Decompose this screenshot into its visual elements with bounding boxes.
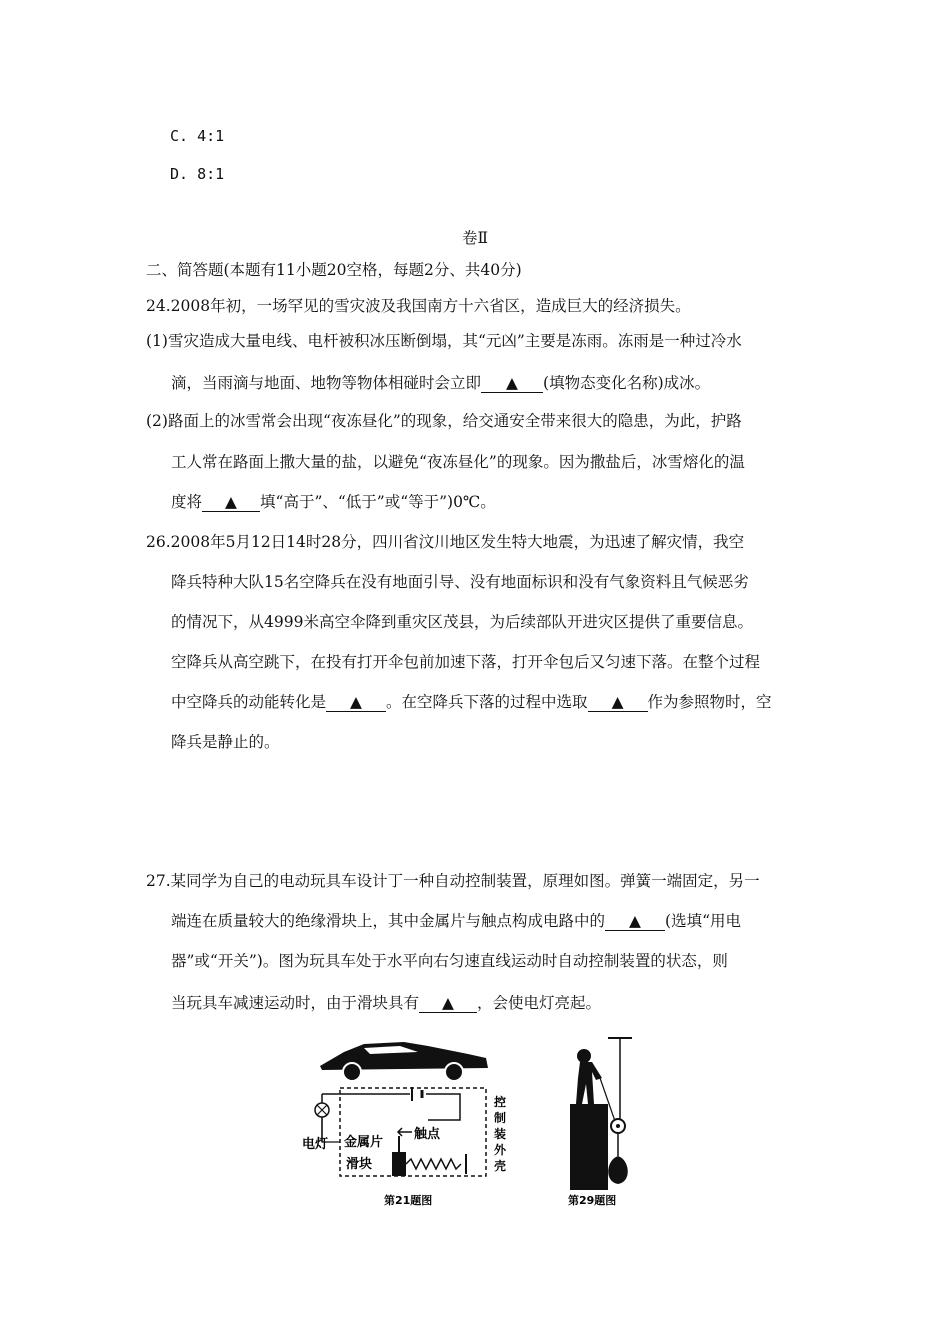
q27-line1: 27.某同学为自己的电动玩具车设计丁一种自动控制装置，原理如图。弹簧一端固定，另一 [146, 872, 760, 890]
q24-part2-text-b: 填“高于”、“低于”或“等于”)0℃。 [260, 493, 496, 511]
q24-stem: 24.2008年初，一场罕见的雪灾波及我国南方十六省区，造成巨大的经济损失。 [146, 297, 691, 315]
contact-label: 触点 [414, 1127, 441, 1142]
q27-line4 [171, 993, 601, 1013]
q27-answer-blank-2[interactable]: ▲ [419, 994, 477, 1013]
car-wheel-front [343, 1063, 361, 1081]
q26-answer-blank-2[interactable]: ▲ [588, 693, 648, 712]
q26-text-c: 作为参照物时，空 [647, 693, 772, 711]
box-label-3: 装 [494, 1127, 507, 1141]
q26-line5 [171, 692, 772, 712]
figure-29-pulley-diagram [560, 1032, 650, 1210]
option-d: D. 8:1 [170, 165, 225, 183]
q24-part1-line1: (1)雪灾造成大量电线、电杆被积冰压断倒塌，其“元凶”主要是冻雨。冻雨是一种过冷水 [146, 332, 742, 350]
person-head-icon [577, 1049, 591, 1063]
slider-label: 滑块 [346, 1157, 373, 1172]
weight-icon [608, 1156, 628, 1184]
q24-part1-text-b: (填物态变化名称)成冰。 [543, 374, 711, 392]
person-body-icon [576, 1062, 602, 1104]
q26-line2: 降兵特种大队15名空降兵在没有地面引导、没有地面标识和没有气象资料且气候恶劣 [171, 573, 749, 591]
q27-text-a: 端连在质量较大的绝缘滑块上，其中金属片与触点构成电路中的 [171, 912, 606, 930]
q26-line6: 降兵是静止的。 [171, 733, 280, 751]
lamp-label: 电灯 [302, 1137, 329, 1152]
q24-answer-blank-1[interactable]: ▲ [481, 374, 543, 393]
figure-21-car-control-diagram [300, 1032, 520, 1210]
q24-part2-line3 [171, 492, 496, 512]
spring-icon [406, 1159, 461, 1169]
q24-part2-text-a: 度将 [171, 493, 203, 511]
q27-text-a2: 当玩具车减速运动时，由于滑块具有 [171, 994, 420, 1012]
section-heading: 二、简答题(本题有11小题20空格，每题2分、共40分) [146, 261, 522, 279]
section-title: 卷Ⅱ [461, 229, 489, 247]
q24-answer-blank-2[interactable]: ▲ [202, 493, 260, 512]
q26-line4: 空降兵从高空跳下，在投有打开伞包前加速下落，打开伞包后又匀速下落。在整个过程 [171, 653, 761, 671]
box-label-4: 外 [494, 1143, 507, 1157]
q27-text-b2: ，会使电灯亮起。 [477, 994, 602, 1012]
q24-part2-line1: (2)路面上的冰雪常会出现“夜冻昼化”的现象，给交通安全带来很大的隐患，为此，护路 [146, 412, 742, 430]
box-label-2: 制 [494, 1111, 507, 1125]
q27-line3: 器”或“开关”)。图为玩具车处于水平向右匀速直线运动时自动控制装置的状态，则 [171, 952, 728, 970]
q26-text-b: 。在空降兵下落的过程中选取 [386, 693, 588, 711]
q24-part1-line2 [171, 373, 710, 393]
metal-label: 金属片 [344, 1135, 384, 1150]
q26-line3: 的情况下，从4999米高空伞降到重灾区茂县，为后续部队开进灾区提供了重要信息。 [171, 613, 753, 631]
option-c: C. 4:1 [170, 127, 225, 145]
q24-part1-text-a: 滴，当雨滴与地面、地物等物体相碰时会立即 [171, 374, 482, 392]
q27-line2 [171, 911, 741, 931]
q24-part2-line2: 工人常在路面上撒大量的盐，以避免“夜冻昼化”的现象。因为撒盐后，冰雪熔化的温 [171, 453, 745, 471]
q26-line1: 26.2008年5月12日14时28分，四川省汶川地区发生特大地震，为迅速了解灾情，我空 [146, 533, 745, 551]
car-wheel-rear [445, 1063, 463, 1081]
box-label-5: 壳 [494, 1159, 507, 1173]
q26-answer-blank-1[interactable]: ▲ [326, 693, 386, 712]
contact-arrow [398, 1128, 412, 1136]
box-label-1: 控 [494, 1095, 507, 1109]
figure-21-caption: 第21题图 [384, 1194, 433, 1207]
figure-29-caption: 第29题图 [568, 1194, 617, 1207]
q26-text-a: 中空降兵的动能转化是 [171, 693, 327, 711]
q27-text-b: (选填“用电 [665, 912, 741, 930]
platform-block [570, 1104, 608, 1190]
q27-answer-blank-1[interactable]: ▲ [605, 912, 665, 931]
slider-block [392, 1152, 406, 1176]
